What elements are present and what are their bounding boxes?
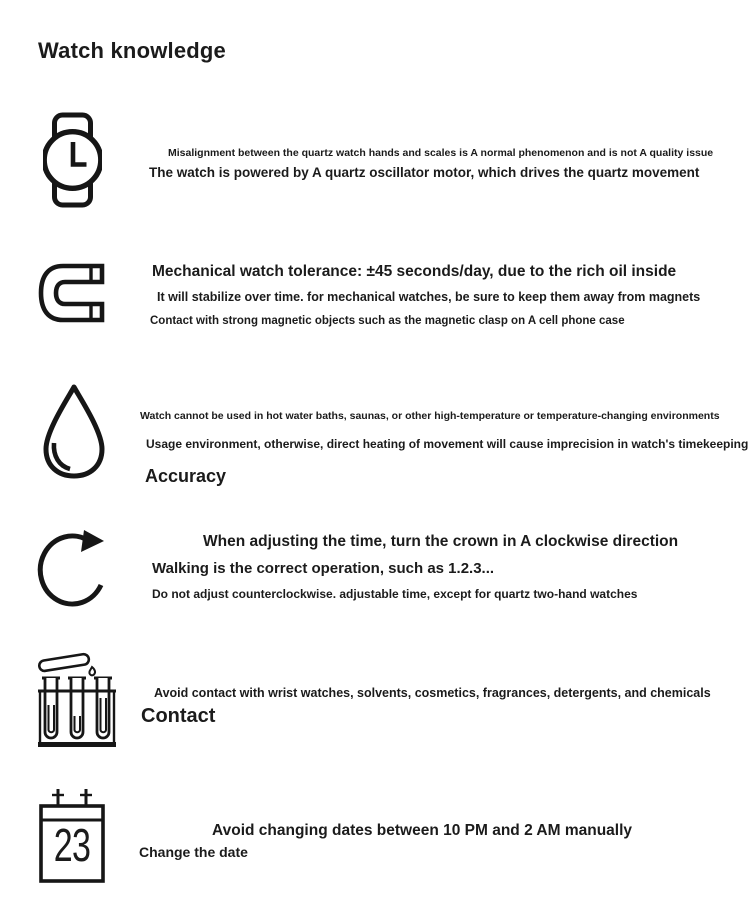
quartz-misalignment-note: Misalignment between the quartz watch hands and scales is A normal phenomenon and is not A quality issue [168, 147, 714, 159]
change-date-label: Change the date [139, 844, 248, 860]
counterclockwise-warning-note: Do not adjust counterclockwise. adjustable time, except for quartz two-hand watches [152, 587, 638, 601]
magnet-icon [37, 262, 105, 324]
accuracy-heading: Accuracy [145, 466, 227, 486]
magnet-stabilize-note: It will stabilize over time. for mechanical watches, be sure to keep them away from magnets [157, 290, 701, 304]
watch-icon [43, 112, 102, 208]
page-title: Watch knowledge [38, 38, 226, 63]
contact-heading: Contact [141, 705, 216, 727]
calendar-day-number: 23 [53, 819, 91, 871]
usage-environment-note: Usage environment, otherwise, direct heating of movement will cause imprecision in watch's timekeeping [146, 437, 749, 451]
water-drop-icon [42, 383, 106, 480]
date-change-warning-heading: Avoid changing dates between 10 PM and 2 AM manually [212, 822, 633, 839]
chemical-warning-note: Avoid contact with wrist watches, solvents, cosmetics, fragrances, detergents, and chemicals [154, 686, 711, 700]
rotate-clockwise-icon [33, 527, 107, 607]
magnet-tolerance-heading: Mechanical watch tolerance: ±45 seconds/day, due to the rich oil inside [152, 263, 677, 280]
walking-operation-heading: Walking is the correct operation, such as 1.2.3... [152, 560, 495, 577]
test-tubes-icon [38, 648, 116, 750]
magnet-contact-note: Contact with strong magnetic objects such as the magnetic clasp on A cell phone case [150, 315, 625, 327]
quartz-movement-note: The watch is powered by A quartz oscillator motor, which drives the quartz movement [149, 165, 700, 180]
temperature-warning-note: Watch cannot be used in hot water baths, saunas, or other high-temperature or temperature-changing environments [140, 410, 720, 422]
crown-clockwise-heading: When adjusting the time, turn the crown in A clockwise direction [203, 533, 679, 550]
